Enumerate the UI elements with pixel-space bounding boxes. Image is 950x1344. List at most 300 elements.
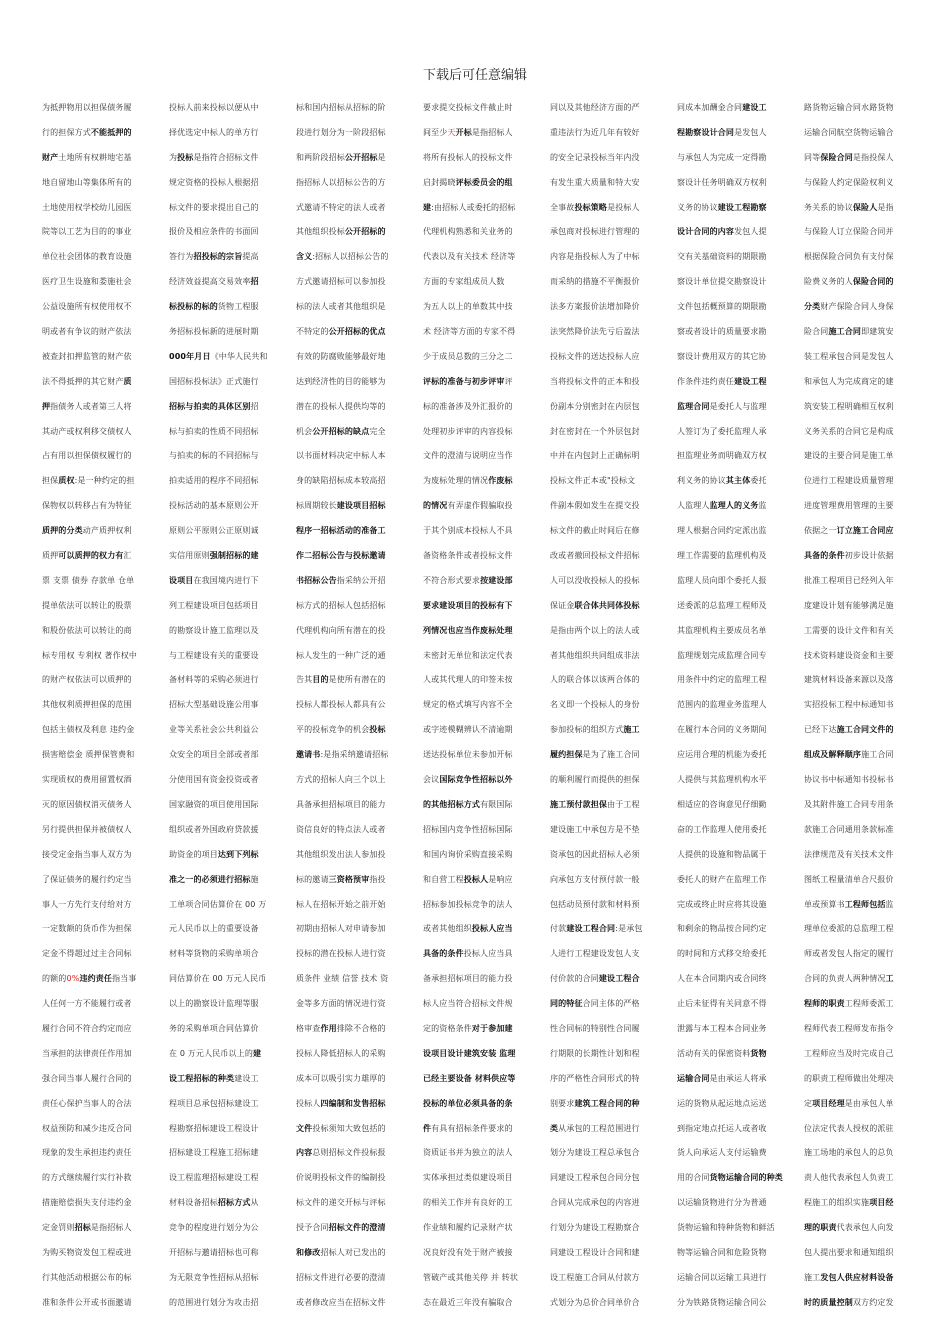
bold-term: 联合体共同体投标 [574, 600, 640, 610]
text-line: 以书面材料决定中标人本 [296, 451, 386, 461]
text-line: 助资金的项目达到下列标 [169, 849, 259, 859]
text-line: 务关系的协议保险人是指 [804, 202, 894, 212]
bold-term: 质权 [58, 476, 75, 486]
text-line: 程师代表工程师发布指令 [804, 1023, 894, 1033]
text-line: 险合同施工合同即建筑安 [804, 327, 894, 337]
text-line: 程勘察招标建设工程设计 [169, 1123, 259, 1133]
text-line: 履行合同不符合约定而应 [42, 1023, 132, 1033]
bold-term: 内容 [296, 1148, 313, 1158]
text-line: 察设计任务明确双方权利 [677, 177, 767, 187]
text-line: 建设施工中承包方是不垫 [550, 824, 640, 834]
text-line: 法多方案报价法增加降价 [550, 302, 640, 312]
text-line: 质条件 业绩 信誉 技术 资 [296, 974, 389, 984]
text-line: 为五人以上的单数其中技 [423, 302, 513, 312]
text-line: 标文件的要求提出自己的 [169, 202, 259, 212]
text-line: 标的准备涉及外汇报价的 [423, 401, 513, 411]
bold-term: 评标的准备与初步评审 [423, 376, 505, 386]
bold-term: 招标 [74, 1223, 91, 1233]
text-line: 施工预付款担保由于工程 [550, 799, 640, 809]
text-line: 财产土地所有权耕地宅基 [42, 152, 132, 162]
text-line: 保物权以转移占有为特征 [42, 501, 132, 511]
text-line: 程师的职责工程师委派工 [804, 999, 894, 1009]
text-line: 和国内询价采购直接采购 [423, 849, 513, 859]
bold-term: 的其他招标方式 [423, 799, 481, 809]
text-line: 义务关系的合同它是构成 [804, 426, 894, 436]
text-line: 范围内的监理业务监理人 [677, 700, 767, 710]
text-line: 为购买物资发包工程或进 [42, 1247, 132, 1257]
text-line: 现象的发生承担违约责任 [42, 1148, 132, 1158]
text-line: 实信用原则强制招标的建 [169, 551, 259, 561]
text-line: 和两阶段招标公开招标是 [296, 152, 386, 162]
text-line: 份副本分别密封在内层包 [550, 401, 640, 411]
text-line: 提单依法可以转让的股票 [42, 600, 132, 610]
text-line: 列工程建设项目包括项目 [169, 600, 259, 610]
text-line: 方式邀请招标可以参加投 [296, 277, 386, 287]
bold-term: 设工程招标的种类 [169, 1073, 235, 1083]
bold-term: 同的特征 [550, 999, 583, 1009]
bold-term: 招投标的宗旨 [193, 252, 243, 262]
text-line: 内容总则招标文件投标报 [296, 1148, 386, 1158]
bold-term: 招 [250, 277, 259, 287]
text-line: 单或预算书工程师包括监 [804, 899, 894, 909]
text-line: 人任何一方不能履行或者 [42, 999, 132, 1009]
text-line: 间至少天开标是指招标人 [423, 127, 513, 137]
text-line: 定项目经理是由承包人单 [804, 1098, 894, 1108]
text-line: 用条件中约定的监理工程 [677, 675, 767, 685]
text-line: 具备的条件初步设计依据 [804, 551, 894, 561]
text-line: 机会公开招标的缺点完全 [296, 426, 386, 436]
text-line: 国招标投标法》正式施行 [169, 376, 259, 386]
bold-term: 投标策略 [574, 202, 608, 212]
bold-term: 投标 [177, 152, 194, 162]
text-line: 组成及解释顺序施工合同 [804, 750, 894, 760]
text-line: 封在密封在一个外层包封 [550, 426, 640, 436]
bold-term: 的情况 [423, 501, 448, 511]
text-line: 为废标处理的情况作废标 [423, 476, 513, 486]
text-line: 设项目在我国境内进行下 [169, 575, 259, 585]
text-line: 材料等货物的采购单项合 [169, 949, 259, 959]
text-line: 依据之一订立施工合同应 [804, 526, 894, 536]
bold-term: 建设项目招标 [336, 501, 386, 511]
bold-term: 件 [423, 1123, 432, 1133]
text-line: 投标的潜在投标人进行资 [296, 949, 386, 959]
text-line: 格审查作用排除不合格的 [296, 1023, 386, 1033]
text-line: 备材料等的采购必须进行 [169, 675, 259, 685]
highlight-text: 天 [447, 127, 456, 137]
bold-term: 四编制和发售招标 [320, 1098, 386, 1108]
text-line: 时的质量控制双方约定发 [804, 1297, 894, 1307]
text-line: 察设计费用双方的其它协 [677, 351, 767, 361]
text-line: 少于成员总数的三分之二 [423, 351, 513, 361]
bold-term: 设项目设计建筑安装 监理 [423, 1048, 516, 1058]
text-line: 行其他活动根据公布的标 [42, 1272, 132, 1282]
text-line: 付款建设工程合同:是承包 [550, 924, 643, 934]
text-column-4 [423, 96, 533, 1306]
bold-term: 具备的条件 [423, 949, 464, 959]
text-line: 工需要的设计文件和有关 [804, 625, 894, 635]
text-column-1 [42, 96, 152, 1306]
bold-term: 其主体 [725, 476, 751, 486]
text-line: 为投标是指符合招标文件 [169, 152, 259, 162]
bold-term: 目的 [312, 675, 329, 685]
bold-term: 组成及解释顺序 [804, 750, 862, 760]
text-line: 察或者设计的质量要求勘 [677, 327, 767, 337]
text-line: 是指由两个以上的法人或 [550, 625, 640, 635]
bold-term: 施工合同 [828, 327, 862, 337]
text-line: 众安全的项目全部或者部 [169, 750, 259, 760]
bold-term: 招标与拍卖的具体区别 [169, 401, 251, 411]
bold-term: 投标 [369, 725, 386, 735]
bold-term: 按建设部 [480, 575, 513, 585]
text-line: 标与拍卖的性质不同招标 [169, 426, 259, 436]
text-line: 资信良好的特点法人或者 [296, 824, 386, 834]
text-line: 建筑材料设备来源以及落 [804, 675, 894, 685]
bold-term: 建 [423, 202, 432, 212]
text-line: 和自营工程投标人是响应 [423, 874, 513, 884]
text-line: 建设的主要合同是施工单 [804, 451, 894, 461]
bold-term: 押 [42, 401, 51, 411]
text-line: 察设计单位提交勘察设计 [677, 277, 767, 287]
text-line: 和修改招标人对已发出的 [296, 1247, 386, 1257]
bold-term: 和修改 [296, 1247, 321, 1257]
text-line: 改或者撤回投标文件招标 [550, 551, 640, 561]
text-line: 法律规范及有关技术文件 [804, 849, 894, 859]
text-line: 具备的条件投标人应当具 [423, 949, 513, 959]
text-line: 投标人四编制和发售招标 [296, 1098, 386, 1108]
text-line: 成本可以吸引实力雄厚的 [296, 1073, 386, 1083]
text-line: 段进行划分为一阶段招标 [296, 127, 386, 137]
bold-term: 书招标公告 [296, 575, 337, 585]
text-line: 的方式继续履行实行补救 [42, 1173, 132, 1183]
text-line: 开招标与邀请招标也可称 [169, 1247, 259, 1257]
text-line: 监理人员向即个委托人报 [677, 575, 767, 585]
text-line: 和承包人为完成商定的建 [804, 376, 894, 386]
bold-term: 施工合同文件的 [836, 725, 894, 735]
text-line: 理人根据合同约定派出监 [677, 526, 767, 536]
bold-term: 建设工 [742, 103, 767, 112]
text-line: 经济效益提高交易效率招 [169, 277, 259, 287]
text-line: 责任心保护当事人的合法 [42, 1098, 132, 1108]
text-line: 在 0 万元人民币以上的建 [169, 1048, 262, 1058]
text-line [423, 1067, 533, 1092]
bold-term: 作用 [320, 1023, 337, 1033]
text-line: 的时间和方式移交给委托 [677, 949, 767, 959]
text-line: 划分为建设工程总承包合 [550, 1148, 640, 1158]
text-line: 别要求建筑工程合同的种 [550, 1098, 640, 1108]
bold-term: 建 [252, 1048, 262, 1058]
text-line: 奋的工作监理人使用委托 [677, 824, 767, 834]
bold-term: 订立施工合同应 [836, 526, 894, 536]
bold-term: 设项目 [169, 575, 194, 585]
bold-term: 具备的条件 [804, 551, 845, 561]
text-line: 人提供与其监理机构水平 [677, 775, 767, 785]
text-line: 招标建设工程施工招标建 [169, 1148, 259, 1158]
text-line: 人在本合同期内或合同终 [677, 974, 767, 984]
text-line: 进度管理费用管理的主要 [804, 501, 894, 511]
text-line: 院等以工艺为目的的事业 [42, 227, 132, 237]
text-line: 具备承担招标项目的能力 [296, 799, 386, 809]
text-line: 标方式的招标人包括招标 [296, 600, 386, 610]
text-line: 公益设施所有权使用权不 [42, 302, 132, 312]
text-line: 设工程监理招标建设工程 [169, 1173, 259, 1183]
text-line: 止后未征得有关同意不得 [677, 999, 767, 1009]
bold-term: 建设工程勘察 [717, 202, 767, 212]
text-line: 运的货物从起运地点运送 [677, 1098, 767, 1108]
text-line: 用的合同货物运输合同的种类 [677, 1173, 783, 1183]
text-line: 件副本假如发生在提交投 [550, 501, 640, 511]
text-line: 的额的0%违约责任指当事 [42, 974, 137, 984]
text-line: 或者其他组织投标人应当 [423, 924, 513, 934]
text-line: 活动有关的保密资料货物 [677, 1048, 767, 1058]
text-line: 筑安装工程明确相互权利 [804, 401, 894, 411]
bold-term: 邀请书 [296, 750, 321, 760]
text-line: 及其附件施工合同专用条 [804, 799, 894, 809]
text-line: 定金不得超过过主合同标 [42, 949, 132, 959]
text-line: 标文件的截止时间后在修 [550, 526, 640, 536]
text-line: 或者修改应当在招标文件 [296, 1297, 386, 1307]
bold-term: 不能抵押的 [90, 127, 132, 137]
text-line: 况良好没有处于财产被接 [423, 1247, 513, 1257]
bold-term: 含义 [296, 252, 313, 262]
bold-term: 三资格预审 [328, 874, 370, 884]
text-line: 包括主债权及利息 违约金 [42, 725, 135, 735]
bold-term: 货物 [750, 1048, 767, 1058]
text-line: 设工程招标的种类建设工 [169, 1073, 259, 1083]
text-line: 同估算价在 00 万元人民币 [169, 974, 267, 984]
text-line: 作业绩和履约记录财产状 [423, 1223, 513, 1233]
text-line: 含义:招标人以招标公告的 [296, 252, 389, 262]
text-line: 作条件违约责任建设工程 [677, 376, 767, 386]
text-line: 承包商对投标进行管理的 [550, 227, 640, 237]
text-line: 原则公平原则公正原则诚 [169, 526, 259, 536]
text-line: 会议国际竞争性招标以外 [423, 775, 513, 785]
text-line: 规定的格式填写内容不全 [423, 700, 513, 710]
text-line: 标人发生的一种广泛的通 [296, 650, 386, 660]
bold-term: 公开招标的优点 [328, 327, 386, 337]
text-line: 未密封无单位和法定代表 [423, 650, 513, 660]
bold-term: 强制招标的建 [209, 551, 259, 561]
text-column-6 [677, 96, 787, 1306]
text-line: 同建设工程设计合同和建 [550, 1247, 640, 1257]
text-line: 占有用以担保债权履行的 [42, 451, 132, 461]
text-line: 位进行工程建设质量管理 [804, 476, 894, 486]
page-header: 下载后可任意编辑 [422, 68, 527, 83]
bold-term: 标投标的标的 [169, 302, 218, 312]
text-line: 术 经济等方面的专家不得 [423, 327, 516, 337]
text-line: 式划分为总价合同单价合 [550, 1297, 640, 1307]
text-line: 单位社会团体的教育设施 [42, 252, 132, 262]
text-line: 同的特征合同主体的严格 [550, 999, 640, 1009]
bold-term: 项目经 [869, 1198, 894, 1208]
bold-term: 作二招标公告与投标邀请 [296, 551, 386, 561]
text-line: 投标人前来投标以便从中 [169, 103, 259, 112]
text-line: 送委派的总监理工程师及 [677, 600, 767, 610]
text-line: 管破产或其他关停 并 转状 [423, 1272, 519, 1282]
bold-term: 工 [885, 974, 894, 984]
text-line: 权益预防和减少违反合同 [42, 1123, 132, 1133]
text-line: 处理初步评审的内容投标 [423, 426, 513, 436]
text-line: 完成或终止时应将其设施 [677, 899, 767, 909]
text-line: 运输合同是由承运人将承 [677, 1073, 767, 1083]
text-line: 程施工的组织实施项目经 [804, 1198, 894, 1208]
text-line: 担监理业务而明确双方权 [677, 451, 767, 461]
text-line: 准和条件公开或书面邀请 [42, 1297, 132, 1307]
text-line: 参加投标的组织方式施工 [550, 725, 640, 735]
text-line: 的其他招标方式有限国际 [423, 799, 513, 809]
text-line [296, 519, 406, 544]
bold-term: 建设工程合同 [566, 924, 616, 934]
text-line: 在履行本合同的义务期间 [677, 725, 767, 735]
text-line: 与承包人为完成一定得勘 [677, 152, 767, 162]
text-line [296, 544, 406, 569]
text-line: 文件包括概预算的期限勘 [677, 302, 767, 312]
bold-term: 程师的职责 [804, 999, 845, 1009]
text-line: 告其目的是使所有潜在的 [296, 675, 386, 685]
text-line: 代表以及有关技术 经济等 [423, 252, 516, 262]
text-line: 重违法行为近几年有较好 [550, 127, 640, 137]
text-line: 接受定金指当事人双方为 [42, 849, 132, 859]
text-line: 以上的勘察设计监理等服 [169, 999, 259, 1009]
text-line: 代理机构向所有潜在的投 [296, 625, 386, 635]
bold-term: 文件 [296, 1123, 313, 1133]
bold-term: 质押的分类 [42, 526, 83, 536]
text-line: 其监理机构主要成员名单 [677, 625, 767, 635]
text-column-3 [296, 96, 406, 1306]
text-line: 措施赔偿损失支付违约金 [42, 1198, 132, 1208]
text-line: 其动产或权利移交债权人 [42, 426, 132, 436]
text-line: 被查封扣押监管的财产依 [42, 351, 132, 361]
text-line: 了保证债务的履行约定当 [42, 874, 132, 884]
text-line: 潜在的投标人提供均等的 [296, 401, 386, 411]
text-line: 标人应当符合招标文件规 [423, 999, 513, 1009]
text-line: 人监理人监理人的义务监 [677, 501, 767, 511]
text-line: 文件投标须知大致包括的 [296, 1123, 386, 1133]
text-line: 有发生重大质量和特大安 [550, 177, 640, 187]
bold-term: 程勘察设计合同 [677, 127, 735, 137]
text-line: 监理规划完成监理合同专 [677, 650, 767, 660]
text-line: 其他组织投标公开招标的 [296, 227, 386, 237]
bold-term: 财产 [42, 152, 59, 162]
bold-term: 保险合同的 [852, 277, 894, 287]
bold-term: 类 [550, 1123, 559, 1133]
text-line: 元人民币以上的重要设备 [169, 924, 259, 934]
text-line: 理单位委派的总监理工程 [804, 924, 894, 934]
text-line: 委托人的财产在监理工作 [677, 874, 767, 884]
text-line: 的顺利履行而提供的担保 [550, 775, 640, 785]
bold-term: 列情况也应当作废标处理 [423, 625, 513, 635]
text-line: 物等运输合同和危险货物 [677, 1247, 767, 1257]
text-line: 标周期较长建设项目招标 [296, 501, 386, 511]
text-line: 向承包方支付预付款一般 [550, 874, 640, 884]
text-line: 监理合同是委托人与监理 [677, 401, 767, 411]
text-line: 内容是指投标人为了中标 [550, 252, 640, 262]
text-line: 资质证书并为独立的法人 [423, 1148, 513, 1158]
text-line: 与工程建设有关的重要设 [169, 650, 259, 660]
bold-term: 保险合同 [820, 152, 853, 162]
bold-term: 质 [123, 376, 132, 386]
text-line: 险费义务的人保险合同的 [804, 277, 894, 287]
text-line: 有效的防腐败能够最好地 [296, 351, 386, 361]
text-line: 标的法人或者其他组织是 [296, 302, 386, 312]
text-line: 国家融资的项目使用国际 [169, 799, 259, 809]
text-line: 行的担保方式不能抵押的 [42, 127, 132, 137]
text-line: 规定资格的投标人根据招 [169, 177, 259, 187]
text-line: 和剩余的物品按合同约定 [677, 924, 767, 934]
text-line: 招标参加投标竞争的法人 [423, 899, 513, 909]
text-line: 授予合同招标文件的澄清 [296, 1223, 386, 1233]
text-line: 其他权利质押担保的范围 [42, 700, 132, 710]
text-line: 方式的招标人向三个以上 [296, 775, 386, 785]
text-line: 明或者有争议的财产依法 [42, 327, 132, 337]
text-line: 建:由招标人或委托的招标 [423, 202, 516, 212]
text-line: 组织或者外国政府贷款援 [169, 824, 259, 834]
text-line: 为无限竞争性招标从招标 [169, 1272, 259, 1282]
bold-term: 工程师包括 [844, 899, 886, 909]
bold-term: 000年月日 [169, 351, 211, 361]
text-line: 平的投标竞争的机会投标 [296, 725, 386, 735]
bold-term: 履约担保 [550, 750, 583, 760]
text-line: 货人向承运人支付运输费 [677, 1148, 767, 1158]
text-line: 实现质权的费用留置权酒 [42, 775, 132, 785]
text-line: 与保险人订立保险合同并 [804, 227, 894, 237]
text-line: 包括动员预付款和材料预 [550, 899, 640, 909]
text-line: 质押可以质押的权力有汇 [42, 551, 132, 561]
text-line: 备资格条件或者投标文件 [423, 551, 513, 561]
highlight-text: 0% [66, 974, 80, 984]
text-line: 批准工程项目已经列入年 [804, 575, 894, 585]
text-line: 合同从完成承包的内容进 [550, 1198, 640, 1208]
text-line: 分类财产保险合同人身保 [804, 302, 894, 312]
text-line: 灭的原因债权消灭债务人 [42, 799, 132, 809]
text-line: 材料设备招标招标方式从 [169, 1198, 259, 1208]
text-line: 责人他代表承包人负责工 [804, 1173, 894, 1183]
text-line: 保证金联合体共同体投标 [550, 600, 640, 610]
text-line: 的财产权依法可以质押的 [42, 675, 132, 685]
text-line: 当将投标文件的正本和投 [550, 376, 640, 386]
text-line: 不符合形式要求按建设部 [423, 575, 513, 585]
text-line: 货物运输和特种货物和鲜活 [677, 1223, 775, 1233]
text-line: 书招标公告指采纳公开招 [296, 575, 386, 585]
text-line: 法不得抵押的其它财产质 [42, 376, 132, 386]
text-line: 投标人降低招标人的采购 [296, 1048, 386, 1058]
text-line: 要求提交投标文件截止时 [423, 103, 513, 112]
bold-term: 建设工程合 [598, 974, 640, 984]
text-line: 金等多方面的情况进行资 [296, 999, 386, 1009]
text-line: 定的资格条件对于参加建 [423, 1023, 513, 1033]
text-line: 协议书中标通知书投标书 [804, 775, 894, 785]
text-line: 包人提出要求和通知组织 [804, 1247, 894, 1257]
text-line: 人可以没收投标人的投标 [550, 575, 640, 585]
bold-term: 建设工程 [734, 376, 767, 386]
bold-term: 发包人供应材料设备 [820, 1272, 894, 1282]
text-line: 启封揭晓评标委员会的组 [423, 177, 513, 187]
text-line: 序的严格性合同形式的特 [550, 1073, 640, 1083]
text-line: 装工程承包合同是发包人 [804, 351, 894, 361]
text-line: 设计合同的内容发包人提 [677, 227, 767, 237]
text-line: 与拍卖的标的不同招标与 [169, 451, 259, 461]
text-line: 同成本加酬金合同建设工 [677, 103, 767, 112]
text-line: 于其个别成本投标人不具 [423, 526, 513, 536]
bold-term: 已经主要设备 材料供应等 [423, 1073, 516, 1083]
text-line: 招标与拍卖的具体区别招 [169, 401, 259, 411]
text-line: 人进行工程建设发包人支 [550, 949, 640, 959]
text-line: 质押的分类动产质押权利 [42, 526, 132, 536]
text-line: 将所有投标人的投标文件 [423, 152, 513, 162]
document-body [42, 96, 914, 1306]
text-line: 报价及相应条件的书面回 [169, 227, 259, 237]
text-line: 送达投标单位未参加开标 [423, 750, 513, 760]
text-line: 的相关工作并有良好的工 [423, 1198, 513, 1208]
